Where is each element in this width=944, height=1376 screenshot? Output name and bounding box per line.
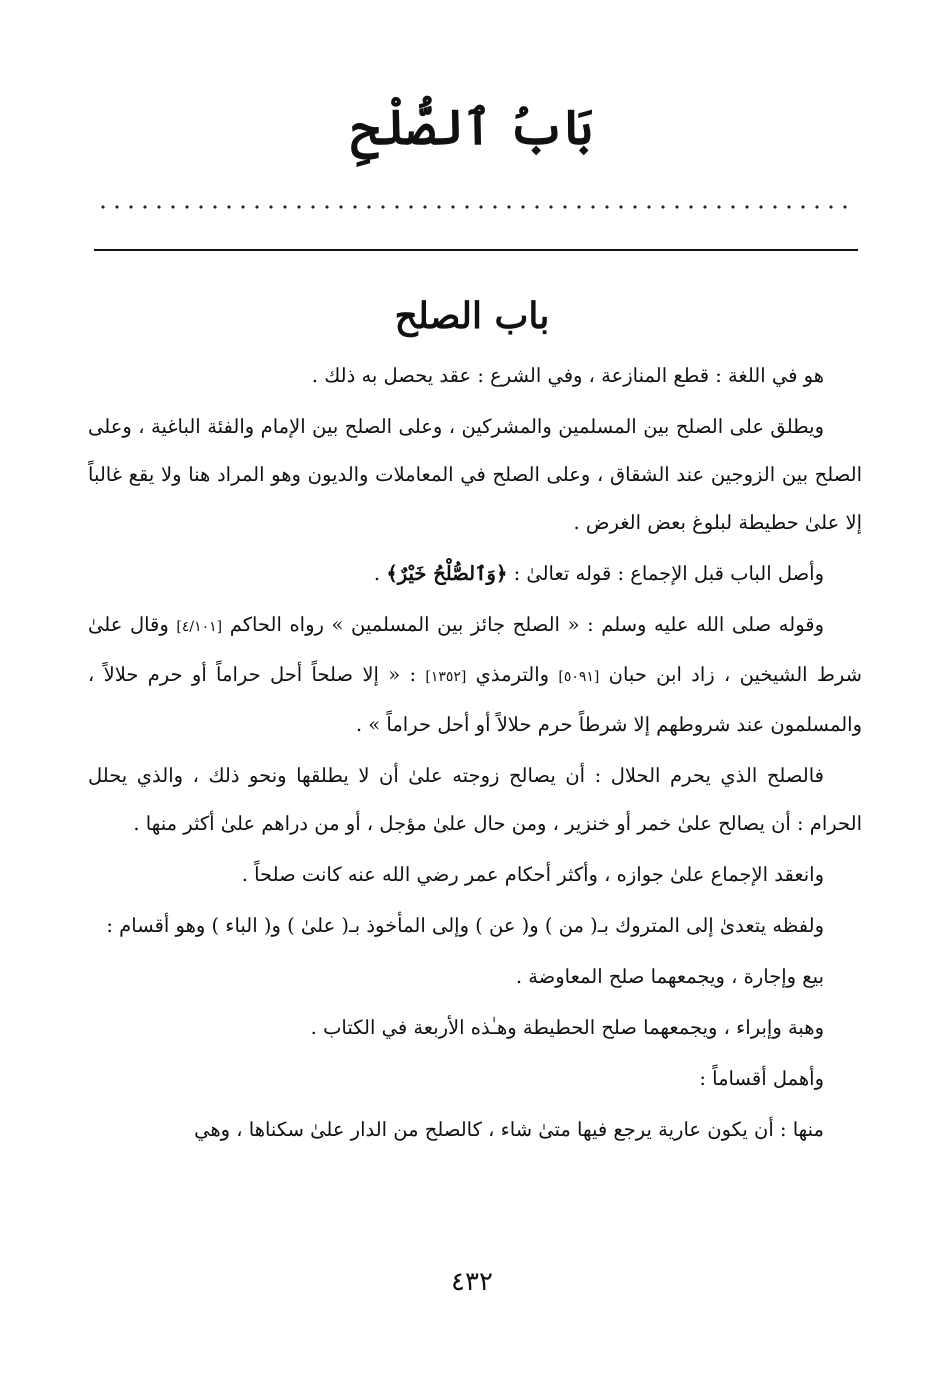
reference-ibn-hibban: [٥٠٩١]: [558, 669, 600, 685]
list-item: وهبة وإبراء ، ويجمعهما صلح الحطيطة وهـٰذه الأربعة في الكتاب .: [310, 1016, 824, 1039]
quran-verse: ﴿وَٱلصُّلْحُ خَيْرٌ﴾: [386, 562, 508, 585]
hadith-text-2: وقال علىٰ شرط الشيخين ، زاد ابن حبان: [88, 613, 862, 686]
body-text: [88, 352, 862, 1154]
page-number: ٤٣٢: [451, 1267, 493, 1297]
paragraph-examples: منها : أن يكون عارية يرجع فيها متىٰ شاء ، كالصلح من الدار علىٰ سكناها ، وهي: [194, 1118, 824, 1141]
reference-tirmidhi: [١٣٥٢]: [425, 669, 467, 685]
section-title: باب الصلح: [394, 295, 550, 337]
reference-hakim: [٤/١٠١]: [176, 619, 223, 635]
paragraph-usage: ويطلق على الصلح بين المسلمين والمشركين ، وعلى الصلح بين الإمام والفئة الباغية ، وعلى الصلح بين الزوجين عند الشقاق ، وعلى الصلح في المعاملات والديون وهو المراد هنا ولا يقع غالباً إلا علىٰ حطيطة لبلوغ بعض الغرض .: [88, 415, 862, 534]
paragraph-consensus: وانعقد الإجماع علىٰ جوازه ، وأكثر أحكام عمر رضي الله عنه كانت صلحاً .: [241, 863, 824, 886]
paragraph-hadith: [88, 601, 862, 749]
dotted-divider: [96, 200, 856, 214]
paragraph-forbidden-settlement: فالصلح الذي يحرم الحلال : أن يصالح زوجته علىٰ أن لا يطلقها ونحو ذلك ، والذي يحلل الحرام : أن يصالح علىٰ خمر أو خنزير ، ومن حال علىٰ مؤجل ، أو من دراهم علىٰ أكثر منها .: [88, 764, 862, 835]
hadith-text-1: وقوله صلى الله عليه وسلم : « الصلح جائز بين المسلمين » رواه الحاكم: [222, 613, 825, 636]
list-item: بيع وإجارة ، ويجمعهما صلح المعاوضة .: [515, 965, 824, 988]
origin-end: .: [373, 562, 387, 585]
chapter-title: بَابُ ٱلصُّلْحِ: [351, 100, 593, 156]
list-item: وأهمل أقساماً :: [699, 1067, 824, 1090]
paragraph-definition: هو في اللغة : قطع المنازعة ، وفي الشرع : عقد يحصل به ذلك .: [311, 364, 824, 387]
paragraph-wording: ولفظه يتعدىٰ إلى المتروك بـ( من ) و( عن ) وإلى المأخوذ بـ( علىٰ ) و( الباء ) وهو أقسام :: [106, 914, 824, 937]
solid-divider: [94, 249, 858, 251]
hadith-text-3: والترمذي: [466, 663, 559, 686]
paragraph-origin: [88, 550, 862, 598]
origin-text: وأصل الباب قبل الإجماع : قوله تعالىٰ :: [507, 562, 824, 585]
hadith-text-4: : « إلا صلحاً أحل حراماً أو حرم حلالاً ، والمسلمون عند شروطهم إلا شرطاً حرم حلالاً أو أحل حراماً » .: [88, 663, 862, 736]
